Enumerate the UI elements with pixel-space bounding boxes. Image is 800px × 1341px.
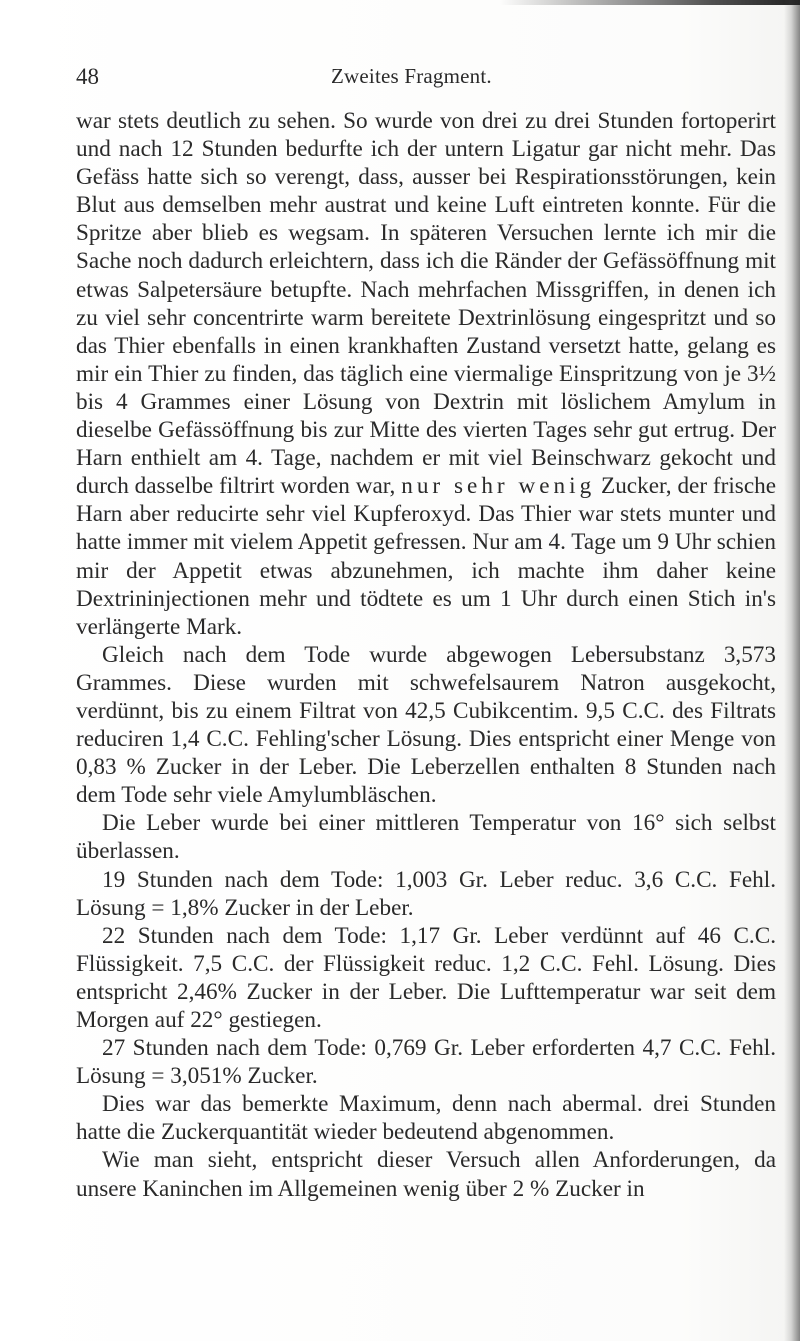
paragraph-1 (76, 107, 776, 641)
page-edge-shadow (784, 0, 800, 1341)
page-header (76, 60, 764, 94)
page-number: 48 (76, 64, 99, 89)
paragraph-4: 19 Stunden nach dem Tode: 1,003 Gr. Leber reduc. 3,6 C.C. Fehl. Lösung = 1,8% Zucker in der Leber. (76, 866, 776, 921)
paragraph-6: 27 Stunden nach dem Tode: 0,769 Gr. Leber erforderten 4,7 C.C. Fehl. Lösung = 3,051% Zucker. (76, 1035, 776, 1090)
paragraph-2: Gleich nach dem Tode wurde abgewogen Lebersubstanz 3,573 Grammes. Diese wurden mit schwefelsaurem Natron ausgekocht, verdünnt, bis zu einem Filtrat von 42,5 Cubikcentim. 9,5 C.C. des Filtrats reduciren 1,4 C.C. Fehling'scher Lösung. Dies entspricht einer Menge von 0,83 % Zucker in der Leber. Die Leberzellen enthalten 8 Stunden nach dem Tode sehr viele Amylumbläschen. (76, 641, 776, 809)
body-text (76, 107, 776, 1203)
paragraph-7: Dies war das bemerkte Maximum, denn nach abermal. drei Stunden hatte die Zuckerquantität wieder bedeutend abgenommen. (76, 1091, 776, 1146)
paragraph-3: Die Leber wurde bei einer mittleren Temperatur von 16° sich selbst überlassen. (76, 810, 776, 865)
paragraph-5: 22 Stunden nach dem Tode: 1,17 Gr. Leber verdünnt auf 46 C.C. Flüssigkeit. 7,5 C.C. der Flüssigkeit reduc. 1,2 C.C. Fehl. Lösung. Dies entspricht 2,46% Zucker in der Leber. Die Lufttemperatur war seit dem Morgen auf 22° gestiegen. (76, 922, 776, 1033)
scan-edge-artifact (500, 0, 800, 5)
paragraph-8: Wie man sieht, entspricht dieser Versuch allen Anforderungen, da unsere Kaninchen im Allgemeinen wenig über 2 % Zucker in (76, 1147, 776, 1202)
running-head: Zweites Fragment. (331, 64, 492, 88)
paragraph-1-text-after: Zucker, der frische Harn aber reducirte sehr viel Kupferoxyd. Das Thier war stets munter und hatte immer mit vielem Appetit gefressen. Nur am 4. Tage um 9 Uhr schien mir der Appetit etwas abzunehmen, ich machte ihm daher keine Dextrininjectionen mehr und tödtete es um 1 Uhr durch einen Stich in's verlängerte Mark. (76, 473, 777, 640)
emphasis-spaced-text: nur sehr wenig (401, 473, 596, 500)
paragraph-1-text-before: war stets deutlich zu sehen. So wurde von drei zu drei Stunden fortoperirt und nach 12 Stunden bedurfte ich der untern Ligatur gar nicht mehr. Das Gefäss hatte sich so verengt, dass, ausser bei Respirationsstörungen, kein Blut aus demselben mehr austrat und keine Luft eintreten konnte. Für die Spritze aber blieb es wegsam. In späteren Versuchen lernte ich mir die Sache noch dadurch erleichtern, dass ich die Ränder der Gefässöffnung mit etwas Salpetersäure betupfte. Nach mehrfachen Missgriffen, in denen ich zu viel sehr concentrirte warm bereitete Dextrinlösung eingespritzt und so das Thier ebenfalls in einen krankhaften Zustand versetzt hatte, gelang es mir ein Thier zu finden, das täglich eine viermalige Einspritzung von je 3½ bis 4 Grammes einer Lösung von Dextrin mit löslichem Amylum in dieselbe Gefässöffnung bis zur Mitte des vierten Tages sehr gut ertrug. Der Harn enthielt am 4. Tage, nachdem er mit viel Beinschwarz gekocht und durch dasselbe filtrirt worden war, (76, 108, 776, 500)
